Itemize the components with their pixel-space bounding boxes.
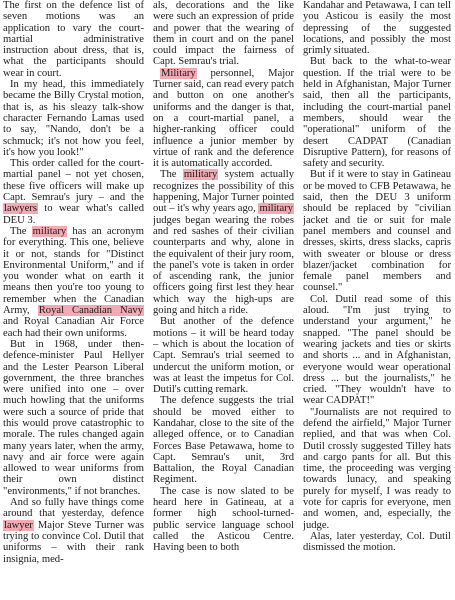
highlighted-term: Military <box>161 67 196 79</box>
text-run: Kandahar and Petawawa, I can tell you Asticou is easily the most depressing of the suggested locations, and possibly the most grimly situated. <box>303 0 451 57</box>
text-run: But if it were to stay in Gatineau or be moved to CFB Petawawa, he said, then the DEU 3 uniform should be replaced by "civilian jacket and tie or suit for male panel members and counsel and dresses, skirts, dress slacks, capris with sweater or blouse or dress blazer/jacket combination for female panel members and counsel." <box>303 169 451 294</box>
paragraph <box>3 158 144 226</box>
text-run: The first on the defence list of seven motions was an application to vary the court-martial administrative instruction about dress, that is, what the participants should wear in court. <box>3 0 144 79</box>
highlighted-term: lawyer <box>4 519 33 531</box>
text-run: Major Steve Turner was trying to convince Col. Dutil that uniforms – with their rank insignia, med- <box>3 519 144 565</box>
article-column-1 <box>3 0 144 600</box>
paragraph <box>3 226 144 339</box>
paragraph <box>303 407 451 531</box>
paragraph <box>153 0 294 68</box>
highlighted-term: lawyers <box>4 203 37 215</box>
text-run: Col. Dutil read some of this aloud. "I'm just trying to understand your argument," he snapped. "The panel should be wearing jackets and ties or skirts and shorts ... and in Afghanistan, everyone would wear operational dress ... but the journalists," he cried. "They wouldn't have to wear CADPAT!" <box>303 293 451 407</box>
paragraph <box>153 316 294 395</box>
article-column-3 <box>303 0 451 600</box>
text-run: The defence suggests the trial should be moved either to Kandahar, close to the site of the alleged offence, or to Canadian Forces Base Petawawa, home to Capt. Semrau's unit, 3rd Battalion, the Royal Canadian Regiment. <box>153 395 294 486</box>
highlighted-term: Royal Canadian Navy <box>38 305 143 317</box>
text-run: "Journalists are not required to defend the airfield," Major Turner replied, and that was when Col. Dutil crossly suggested Tilley hats and cargo pants for all. But this time, the proceeding was verging towards lunacy, and speaking purely for myself, I was ready to vote for capris for everyone, men and women, and, especially, the judge. <box>303 406 451 531</box>
paragraph <box>153 169 294 316</box>
highlighted-term: military <box>259 203 293 215</box>
text-run: But in 1968, under then-defence-minister Paul Hellyer and the Lester Pearson Liberal government, the three branches were unified into one – over much howling that the uniforms were such a source of pride that this would prove catastrophic to morale. The rules changed again many years later, when the army, navy and air force were again allowed to wear uniforms from their own distinct "environments," if not branches. <box>3 338 144 497</box>
paragraph <box>3 0 144 79</box>
text-run: judges began wearing the robes and red sashes of their civilian counterparts and why, alone in the equivalent of their jury room, the panel's vote is taken in order of ascending rank, the junior officers going first lest they hear which way the high-ups are going and hitch a ride. <box>153 214 294 317</box>
paragraph <box>153 486 294 554</box>
text-run: The <box>160 169 183 181</box>
paragraph <box>303 294 451 407</box>
text-run: The <box>10 225 32 237</box>
text-run: personnel, Major Turner said, can read every patch and button on one another's uniforms and the danger is that, on a court-martial panel, a higher-ranking officer could influence a junior member by virtue of rank and the deference it is automatically accorded. <box>153 67 294 170</box>
highlighted-term: military <box>183 169 218 181</box>
paragraph <box>153 395 294 485</box>
paragraph <box>303 169 451 293</box>
text-run: In my head, this immediately became the Billy Crystal motion, that is, as his sleazy talk-show character Fernando Lamas used to say, "Nando, don't be a schmuck; it's not how you feel, it's how you look!" <box>3 79 144 158</box>
text-run: als, decorations and the like were such an expression of pride and power that the wearing of them in court and on the panel could impact the fairness of Capt. Semrau's trial. <box>153 0 294 68</box>
paragraph <box>3 339 144 497</box>
paragraph <box>303 56 451 169</box>
paragraph <box>303 0 451 56</box>
text-run: But another of the defence motions – it will be heard today – which is about the location of Capt. Semrau's trial seemed to undercut the uniform motion, or was at least the impetus for Col. Dutil's cutting remark. <box>153 316 294 396</box>
text-run: and Royal Canadian Air Force each had their own uniforms. <box>3 316 144 339</box>
text-run: This order called for the court-martial panel – not yet chosen, these five officers will make up Capt. Semrau's jury – and the <box>3 158 144 204</box>
text-run: to wear what's called DEU 3. <box>3 203 144 226</box>
text-run: The case is now slated to be heard here in Gatineau, at a former high school-turned-public service language school called the Asticou Centre. Having been to both <box>153 485 294 554</box>
text-run: But back to the what-to-wear question. If the trial were to be held in Afghanistan, Major Turner said, then all the participants, including the court-martial panel members, should wear the "operational" uniform of the desert CADPAT (Canadian Disruptive Pattern), for reasons of safety and security. <box>303 56 451 170</box>
article-column-2 <box>153 0 294 600</box>
text-run: Alas, later yesterday, Col. Dutil dismissed the motion. <box>303 530 451 554</box>
paragraph <box>3 497 144 565</box>
paragraph <box>303 531 451 554</box>
text-run: And so fully have things come around that yesterday, defence <box>3 497 144 520</box>
paragraph <box>3 79 144 158</box>
text-run: has an acronym for everything. This one, believe it or not, stands for "Distinct Environmental Uniform," and if you wonder what on earth it means then you're too young to remember when the Canadian Army, <box>3 225 144 317</box>
paragraph <box>153 68 294 170</box>
highlighted-term: military <box>32 225 67 237</box>
text-run: system actually recognizes the possibility of this happening, Major Turner pointed out – it's why years ago, <box>153 169 294 215</box>
